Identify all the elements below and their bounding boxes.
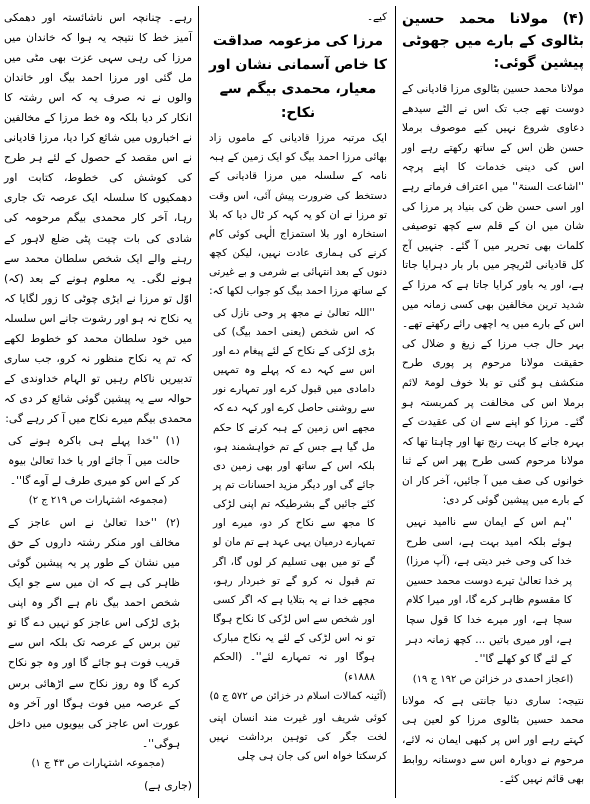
section-heading-nikah: مرزا کی مزعومہ صداقت کا خاص آسمانی نشان اور معیار، محمدی بیگم سے نکاح: xyxy=(209,33,387,122)
citation: (اعجاز احمدی در خزائن ص ۱۹۲ ج ۱۹) xyxy=(412,673,574,685)
quoted-revelation: ''اللہ تعالیٰ نے مجھ پر وحی نازل کی کہ اس شخص (یعنی احمد بیگ) کی بڑی لڑکی کے نکاح کے لئے پیغام دے اور اس سے کہہ دے کہ پہلے وہ تمہیں دامادی میں قبول کرے اور تمہارے نور سے روشنی حاصل کرے اور کہہ دے کہ مجھے اس زمین کے ہبہ کرنے کا حکم مل گیا ہے جس کے تم خواہشمند ہو، بلکہ اس کے ساتھ اور بھی زمین دی جائے گی اور دیگر مزید احسانات تم پر کئے جائیں گے بشرطیکہ تم اپنی لڑکی کا مجھ سے نکاح کر دو، میرے اور تمہارے درمیان یہی عہد ہے تم مان لو گے تو میں بھی تسلیم کر لوں گا، اگر تم قبول نہ کرو گے تو خبردار رہو، مجھے خدا نے یہ بتلایا ہے کہ اگر کسی اور شخص سے اس لڑکی کا نکاح ہوگا تو نہ اس لڑکی کے لئے یہ نکاح مبارک ہوگا اور نہ تمہارے لئے''۔ (الحکم ۱۸۸۸ء) xyxy=(213,306,375,683)
column-divider xyxy=(395,6,396,798)
paragraph: رہے۔ چنانچہ اس ناشائستہ اور دھمکی آمیز خط کا نتیجہ یہ ہوا کہ خاندان میں مرزا کی رہی سہی عزت بھی مٹی میں مل گئی اور مرزا احمد بیگ اور خاندان والوں نے نہ صرف یہ کہ اس رشتہ کا انکار کر دیا بلکہ وہ خط مرزا کے مخالفین نے اخباروں میں شائع کرا دیا، مرزا قادیانی نے اس مقصد کے حصول کے لئے ہر طرح کی کوشش کی خطوط، کتابت اور دھمکیوں کا سلسلہ ایک عرصہ تک جاری رہا، آخر کار محمدی بیگم مرحومہ کی شادی کی بات چیت پٹی ضلع لاہور کے رہنے والے ایک شخص سلطان محمد سے ہونے لگی۔ یہ معلوم ہونے کے بعد (کہ) اوّل تو مرزا نے ایڑی چوٹی کا زور لگایا کہ یہ نکاح نہ ہو اور رشوت جانے اس سلسلہ میں خود سلطان محمد کو خطوط لکھے کہ تم یہ نکاح منظور نہ کرو، جب ساری تدبیریں ناکام رہیں تو الہام خداوندی کے حوالہ سے یہ پیشین گوئی شائع کر دی کہ محمدی بیگم میرے نکاح میں آ کر رہے گی: xyxy=(4,11,192,425)
continued-text: کیے۔ xyxy=(367,11,387,23)
conclusion-paragraph: نتیجہ: ساری دنیا جانتی ہے کہ مولانا محمد حسین بٹالوی مرزا کو لعین ہی کہتے رہے اور اس پر کبھی ایمان نہ لائے، مرحوم نے دوبارہ اس سے دوستانہ روابط بھی قائم نہیں کئے۔ xyxy=(402,694,584,786)
citation: (مجموعہ اشتہارات ص ۴۳ ج ۱) xyxy=(31,757,165,769)
section-heading-batalvi: (۴) مولانا محمد حسین بٹالوی کے بارے میں جھوٹی پیشین گوئی: xyxy=(402,11,584,71)
column-left xyxy=(4,8,192,796)
paragraph: کوئی شریف اور غیرت مند انسان اپنی لخت جگر کی توہین برداشت نہیں کرسکتا خواہ اس کی جان ہی چلی xyxy=(209,711,387,762)
citation: (آئینہ کمالات اسلام در خزائن ص ۵۷۲ ج ۵) xyxy=(209,690,387,702)
column-middle xyxy=(209,8,387,796)
column-right xyxy=(402,8,584,796)
prophecy-one: (۱) ''خدا پہلے ہی باکرہ ہونے کی حالت میں آ جائے اور یا خدا تعالیٰ بیوہ کر کے اس کو میری طرف لے آوے گا''۔ xyxy=(8,433,180,488)
column-divider xyxy=(198,6,199,798)
to-be-continued: (جاری ہے) xyxy=(144,778,192,792)
paragraph: ایک مرتبہ مرزا قادیانی کے ماموں زاد بھائی مرزا احمد بیگ کو ایک زمین کے ہبہ نامہ کے سلسلہ میں مرزا قادیانی کے دستخط کی ضرورت پیش آئی، اس وقت تو مرزا نے ان کو یہ کہہ کر ٹال دیا کہ بلا استخارہ اور بلا استمزاج الٰہی کوئی کام کرنے کی ہماری عادت نہیں، لیکن کچھ دنوں کے بعد انتہائی بے شرمی و بے غیرتی کے ساتھ مرزا احمد بیگ کو جواب لکھا کہ: xyxy=(209,132,387,298)
prophecy-two: (۲) ''خدا تعالیٰ نے اس عاجز کے مخالف اور منکر رشتہ داروں کے حق میں نشان کے طور پر یہ پیشین گوئی ظاہر کی ہے کہ ان میں سے جو ایک شخص احمد بیگ نام ہے اگر وہ اپنی بڑی لڑکی اس عاجز کو نہیں دے گا تو تین برس کے عرصہ تک بلکہ اس سے قریب فوت ہو جائے گا اور وہ جو نکاح کرے گا وہ روز نکاح سے اڑھائی برس کے عرصہ میں فوت ہوگا اور آخر وہ عورت اس عاجز کی بیویوں میں داخل ہوگی''۔ xyxy=(8,516,180,750)
paragraph: مولانا محمد حسین بٹالوی مرزا قادیانی کے دوست تھے جب تک اس نے الٹے سیدھے دعاوی شروع نہیں کیے موصوف برملا حسن ظن اس کے ساتھ رکھتے رہے اور اس کی دینی خدمات کا اپنے پرچہ ''اشاعت السنۃ'' میں اعتراف فرماتے رہے اور اسی حسن ظن کی بنیاد پر مرزا کی شان میں ان کے قلم سے کچھ توصیفی کلمات بھی تحریر میں آ گئے۔ جنہیں آج کل قادیانی لٹریچر میں بار بار دہرایا جاتا ہے، اور یہ باور کرایا جاتا ہے کہ مرزا کے شدید ترین مخالفین بھی کسی زمانہ میں اس کے بارے میں یہ اچھی رائے رکھتے تھے۔ بہر حال جب مرزا کے زیغ و ضلال کی حقیقت مولانا مرحوم پر پوری طرح منکشف ہو گئی تو بلا خوف لومۃ لائم برملا اس کی مخالفت پر کمربستہ ہو گئے۔ مرزا کو اپنے سے ان کی عقیدت کے بہرہ جانے کا بہت رنج تھا اور چاہتا تھا کہ مولانا مرحوم کسی طرح پھر اس کے ثنا خوانوں کی صف میں آ جائیں، آخر کار ان کے بارے میں پیشین گوئی کر دی: xyxy=(402,83,584,507)
quoted-prophecy: ''ہم اس کے ایمان سے ناامید نہیں ہوئے بلکہ امید بہت ہے، اسی طرح خدا کی وحی خبر دیتی ہے، (آپ مرزا) پر خدا تعالیٰ تیرے دوست محمد حسین کا مقسوم ظاہر کرے گا، اور میرا کلام سچا ہے، اور میرے خدا کا قول سچا ہے، اور میری باتیں ... کچھ زمانہ دہر کے لئے گا کو کھلے گا''۔ xyxy=(406,516,572,666)
citation: (مجموعہ اشتہارات ص ۲۱۹ ج ۲) xyxy=(28,495,168,507)
